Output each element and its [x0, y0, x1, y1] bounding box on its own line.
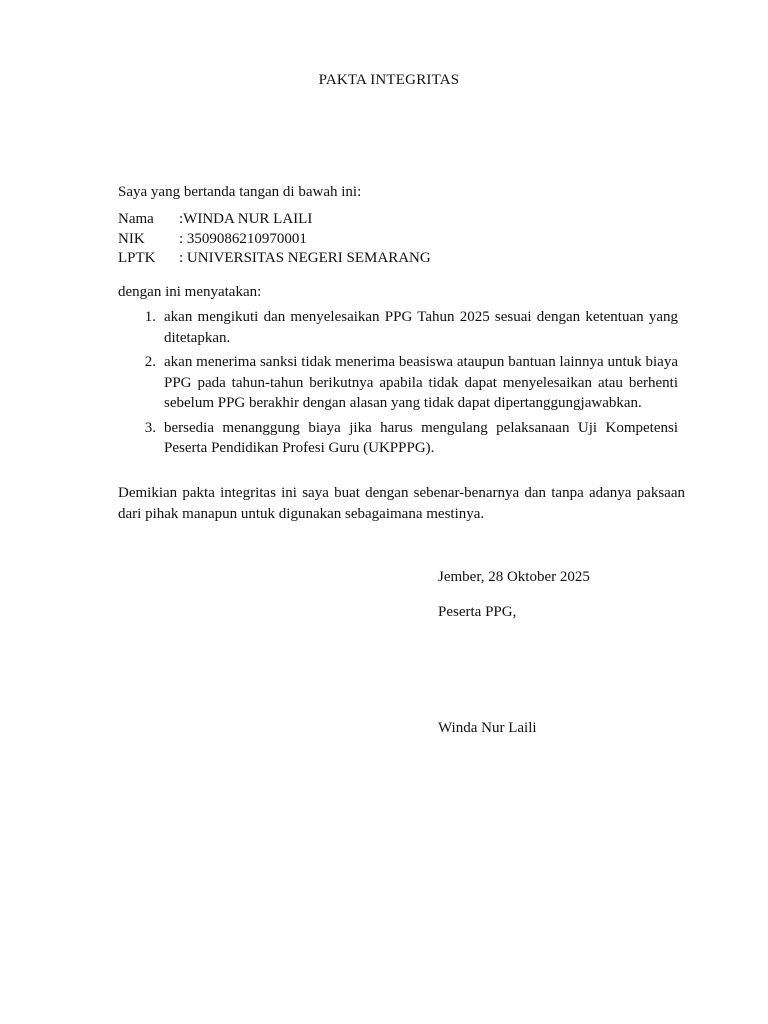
list-item-number: 3.	[144, 419, 156, 436]
identity-row-nik	[118, 230, 431, 250]
identity-value: : UNIVERSITAS NEGERI SEMARANG	[179, 250, 431, 266]
signature-name: Winda Nur Laili	[438, 720, 537, 736]
list-item-text: akan menerima sanksi tidak menerima beasiswa ataupun bantuan lainnya untuk biaya PPG pada tahun-tahun berikutnya apabila tidak dapat menyelesaikan atau berhenti sebelum PPG berakhir dengan alasan yang tidak dapat dipertanggungjawabkan.	[164, 354, 678, 411]
document-title: PAKTA INTEGRITAS	[318, 72, 460, 88]
statement-list	[118, 307, 678, 463]
signature-place-date: Jember, 28 Oktober 2025	[438, 569, 590, 585]
identity-row-lptk	[118, 249, 431, 269]
identity-value: :WINDA NUR LAILI	[179, 211, 313, 227]
list-item-number: 1.	[144, 309, 156, 325]
signature-role: Peserta PPG,	[438, 604, 517, 620]
list-item-text: akan mengikuti dan menyelesaikan PPG Tahun 2025 sesuai dengan ketentuan yang ditetapkan.	[164, 309, 678, 346]
intro-text: Saya yang bertanda tangan di bawah ini:	[118, 184, 362, 200]
identity-label: NIK	[118, 230, 145, 247]
list-item	[118, 307, 678, 348]
list-item	[118, 352, 678, 414]
identity-block	[118, 210, 431, 269]
identity-label: Nama	[118, 211, 154, 227]
identity-value: : 3509086210970001	[179, 230, 307, 247]
list-item-number: 2.	[144, 354, 156, 370]
identity-label: LPTK	[118, 250, 156, 266]
list-item	[118, 418, 678, 459]
closing-paragraph: Demikian pakta integritas ini saya buat dengan sebenar-benarnya dan tanpa adanya paksaan dari pihak manapun untuk digunakan sebagaimana mestinya.	[118, 485, 685, 522]
identity-row-name	[118, 210, 431, 230]
statement-intro: dengan ini menyatakan:	[118, 284, 262, 300]
list-item-text: bersedia menanggung biaya jika harus mengulang pelaksanaan Uji Kompetensi Peserta Pendidikan Profesi Guru (UKPPPG).	[164, 419, 678, 456]
